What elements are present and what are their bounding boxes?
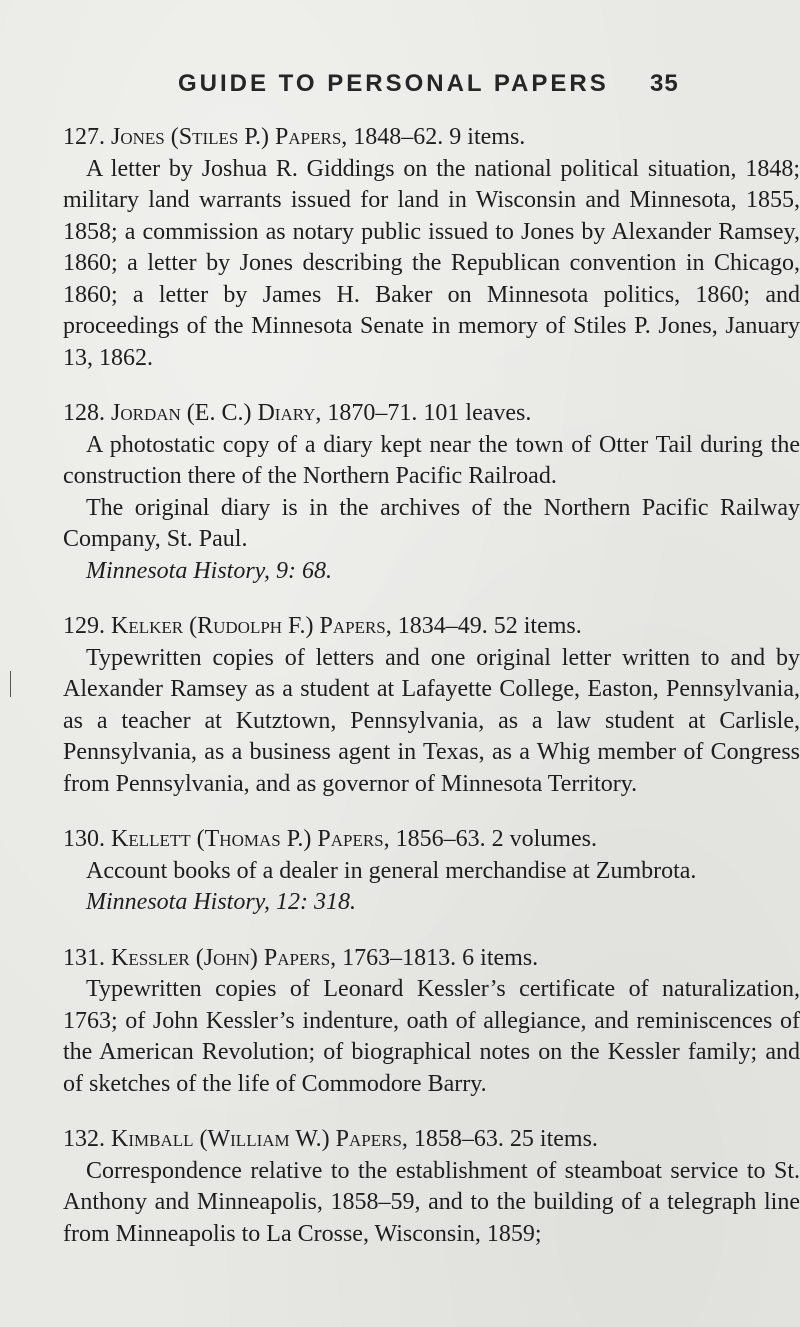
entry-description: A letter by Joshua R. Giddings on the national political situation, 1848; military land warrants issued for land in Wisconsin and Minnesota, 1855, 1858; a commission as notary public issued to Jones by Alexander Ramsey, 1860; a letter by Jones describing the Republican convention in Chicago, 1860; a letter by James H. Baker on Minnesota politics, 1860; and proceedings of the Minnesota Senate in memory of Stiles P. Jones, January 13, 1862. xyxy=(63,155,800,371)
entry-details: 1763–1813. 6 items. xyxy=(342,944,539,971)
entry-name: Kimball xyxy=(111,1126,194,1152)
entry-number: 128. xyxy=(63,400,105,426)
entry-qualifier: (E. C.) xyxy=(186,400,252,426)
entry-name: Kelker xyxy=(111,613,184,639)
entry-heading xyxy=(63,611,800,643)
entry-type: Papers, xyxy=(319,613,392,639)
entry-129 xyxy=(63,611,800,800)
entry-127 xyxy=(63,122,800,374)
page-number: 35 xyxy=(650,70,679,97)
entry-type: Papers, xyxy=(275,124,348,150)
entry-number: 127. xyxy=(63,124,105,150)
entry-name: Kellett xyxy=(111,826,191,852)
entry-heading xyxy=(63,122,800,154)
entry-130 xyxy=(63,824,800,919)
entry-heading xyxy=(63,398,800,430)
entry-details: 1870–71. 101 leaves. xyxy=(327,400,532,426)
entry-heading xyxy=(63,943,800,975)
entry-details: 1858–63. 25 items. xyxy=(413,1126,598,1152)
entry-heading xyxy=(63,1124,800,1156)
entry-description: Correspondence relative to the establishment of steamboat service to St. Anthony and Minneapolis, 1858–59, and to the building of a telegraph line from Minneapolis to La Crosse, Wisconsin, 1859; xyxy=(63,1157,800,1247)
entry-citation: Minnesota History, 9: 68. xyxy=(86,557,332,584)
running-title: GUIDE TO PERSONAL PAPERS xyxy=(178,70,609,97)
entry-number: 129. xyxy=(63,613,105,639)
entry-qualifier: (Stiles P.) xyxy=(170,124,270,150)
entry-name: Kessler xyxy=(111,944,190,971)
entry-citation: Minnesota History, 12: 318. xyxy=(86,889,356,915)
entry-description: A photostatic copy of a diary kept near the town of Otter Tail during the construction there of the Northern Pacific Railroad. xyxy=(63,431,800,489)
running-header xyxy=(178,70,738,98)
entry-type: Papers, xyxy=(317,826,390,852)
entry-qualifier: (Rudolph F.) xyxy=(189,613,314,639)
entries-list xyxy=(63,122,800,1274)
entry-qualifier: (Thomas P.) xyxy=(196,826,312,852)
entry-number: 132. xyxy=(63,1126,105,1152)
entry-type: Diary, xyxy=(257,400,322,426)
entry-details: 1848–62. 9 items. xyxy=(353,124,526,150)
entry-131 xyxy=(63,943,800,1101)
entry-type: Papers, xyxy=(263,944,337,971)
entry-qualifier: (William W.) xyxy=(199,1126,330,1152)
entry-details: 1856–63. 2 volumes. xyxy=(395,826,597,852)
entry-name: Jordan xyxy=(111,400,181,426)
margin-mark xyxy=(10,671,11,697)
entry-description: Typewritten copies of letters and one original letter written to and by Alexander Ramsey as a student at Lafayette College, Easton, Pennsylvania, as a teacher at Kutztown, Pennsylvania, as a law student at Carlisle, Pennsylvania, as a business agent in Texas, as a Whig member of Congress from Pennsylvania, and as governor of Minnesota Territory. xyxy=(63,644,800,797)
entry-number: 131. xyxy=(63,944,105,971)
entry-details: 1834–49. 52 items. xyxy=(397,613,582,639)
entry-heading xyxy=(63,824,800,856)
entry-132 xyxy=(63,1124,800,1250)
entry-description: The original diary is in the archives of the Northern Pacific Railway Company, St. Paul. xyxy=(63,494,800,552)
entry-description: Account books of a dealer in general merchandise at Zumbrota. xyxy=(86,857,697,884)
entry-128 xyxy=(63,398,800,587)
entry-qualifier: (John) xyxy=(195,944,258,971)
entry-type: Papers, xyxy=(335,1126,408,1152)
entry-number: 130. xyxy=(63,826,105,852)
entry-name: Jones xyxy=(111,124,165,150)
entry-description: Typewritten copies of Leonard Kessler’s certificate of naturalization, 1763; of John Kessler’s indenture, oath of allegiance, and reminiscences of the American Revolution; of biographical notes on the Kessler family; and of sketches of the life of Commodore Barry. xyxy=(63,976,800,1097)
